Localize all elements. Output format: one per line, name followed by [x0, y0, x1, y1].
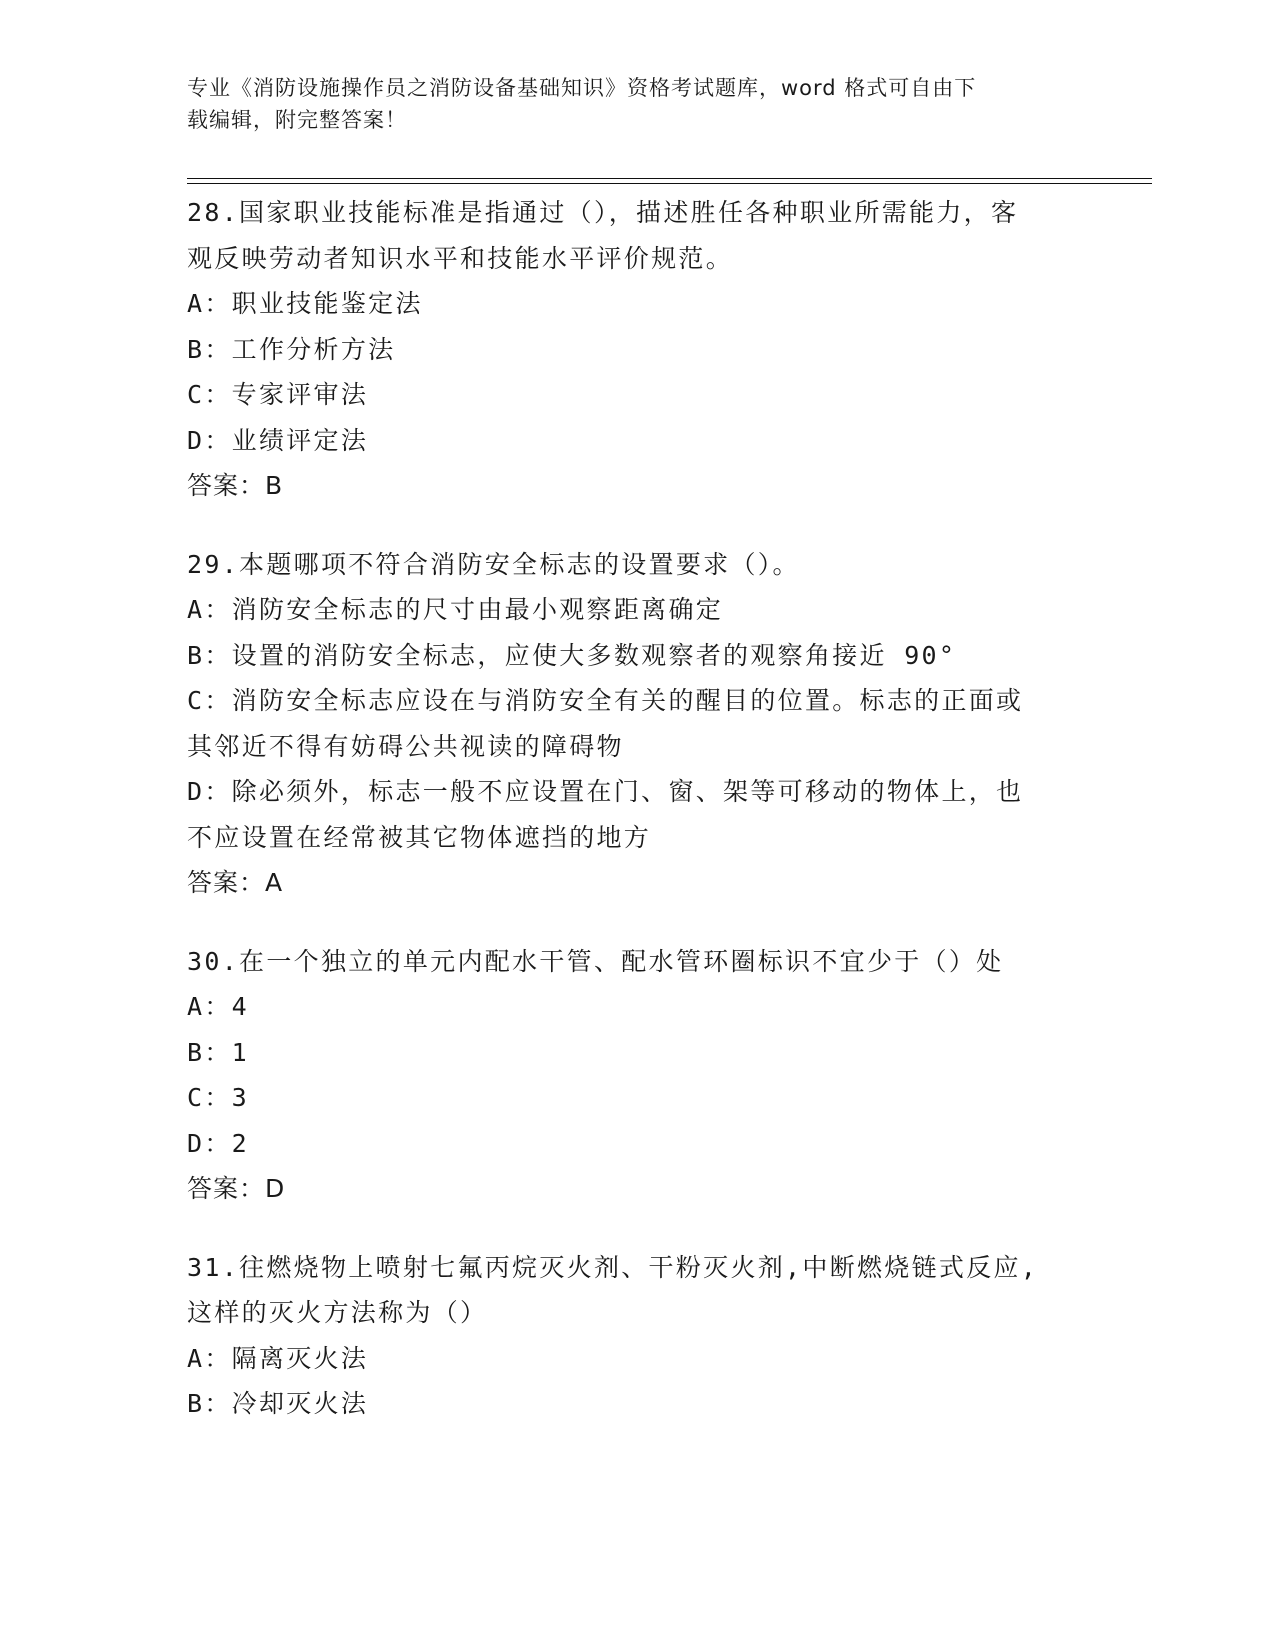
question-4 — [187, 1245, 1087, 1427]
option-line: 其邻近不得有妨碍公共视读的障碍物 — [187, 731, 624, 761]
option-line: B：冷却灭火法 — [187, 1389, 369, 1418]
question-list — [187, 190, 1087, 1460]
option-line: D：2 — [187, 1128, 250, 1158]
header-divider-top — [187, 178, 1152, 179]
option-line: B：工作分析方法 — [187, 334, 396, 364]
option-line: C：消防安全标志应设在与消防安全有关的醒目的位置。标志的正面或 — [187, 686, 1024, 715]
option-line: B：1 — [187, 1037, 250, 1067]
option-line: C：3 — [187, 1083, 250, 1112]
question-2 — [187, 542, 1087, 906]
question-stem-line: 30.在一个独立的单元内配水干管、配水管环圈标识不宜少于（）处 — [187, 946, 1004, 976]
option-line: 不应设置在经常被其它物体遮挡的地方 — [187, 822, 652, 852]
answer-line: 答案：B — [187, 471, 284, 500]
question-stem-line: 这样的灭火方法称为（） — [187, 1298, 488, 1327]
answer-line: 答案：A — [187, 868, 284, 897]
header-line-2: 载编辑，附完整答案！ — [187, 108, 407, 132]
question-stem-line: 28.国家职业技能标准是指通过（），描述胜任各种职业所需能力，客 — [187, 198, 1019, 227]
header-line-1: 专业《消防设施操作员之消防设备基础知识》资格考试题库，word 格式可自由下 — [187, 76, 977, 100]
question-1 — [187, 190, 1087, 509]
option-line: B：设置的消防安全标志，应使大多数观察者的观察角接近 90° — [187, 640, 957, 670]
option-line: A：消防安全标志的尺寸由最小观察距离确定 — [187, 595, 724, 624]
option-line: D：业绩评定法 — [187, 425, 369, 455]
option-line: A：职业技能鉴定法 — [187, 289, 423, 318]
option-line: A：隔离灭火法 — [187, 1343, 369, 1373]
question-stem-line: 31.往燃烧物上喷射七氟丙烷灭火剂、干粉灭火剂,中断燃烧链式反应, — [187, 1252, 1039, 1282]
question-3 — [187, 939, 1087, 1212]
option-line: D：除必须外，标志一般不应设置在门、窗、架等可移动的物体上，也 — [187, 777, 1024, 806]
document-header — [187, 72, 1067, 136]
question-stem-line: 观反映劳动者知识水平和技能水平评价规范。 — [187, 243, 734, 273]
option-line: A：4 — [187, 992, 250, 1021]
answer-line: 答案：D — [187, 1174, 286, 1203]
question-stem-line: 29.本题哪项不符合消防安全标志的设置要求（）。 — [187, 549, 800, 579]
header-divider-bottom — [187, 183, 1152, 184]
option-line: C：专家评审法 — [187, 380, 369, 409]
